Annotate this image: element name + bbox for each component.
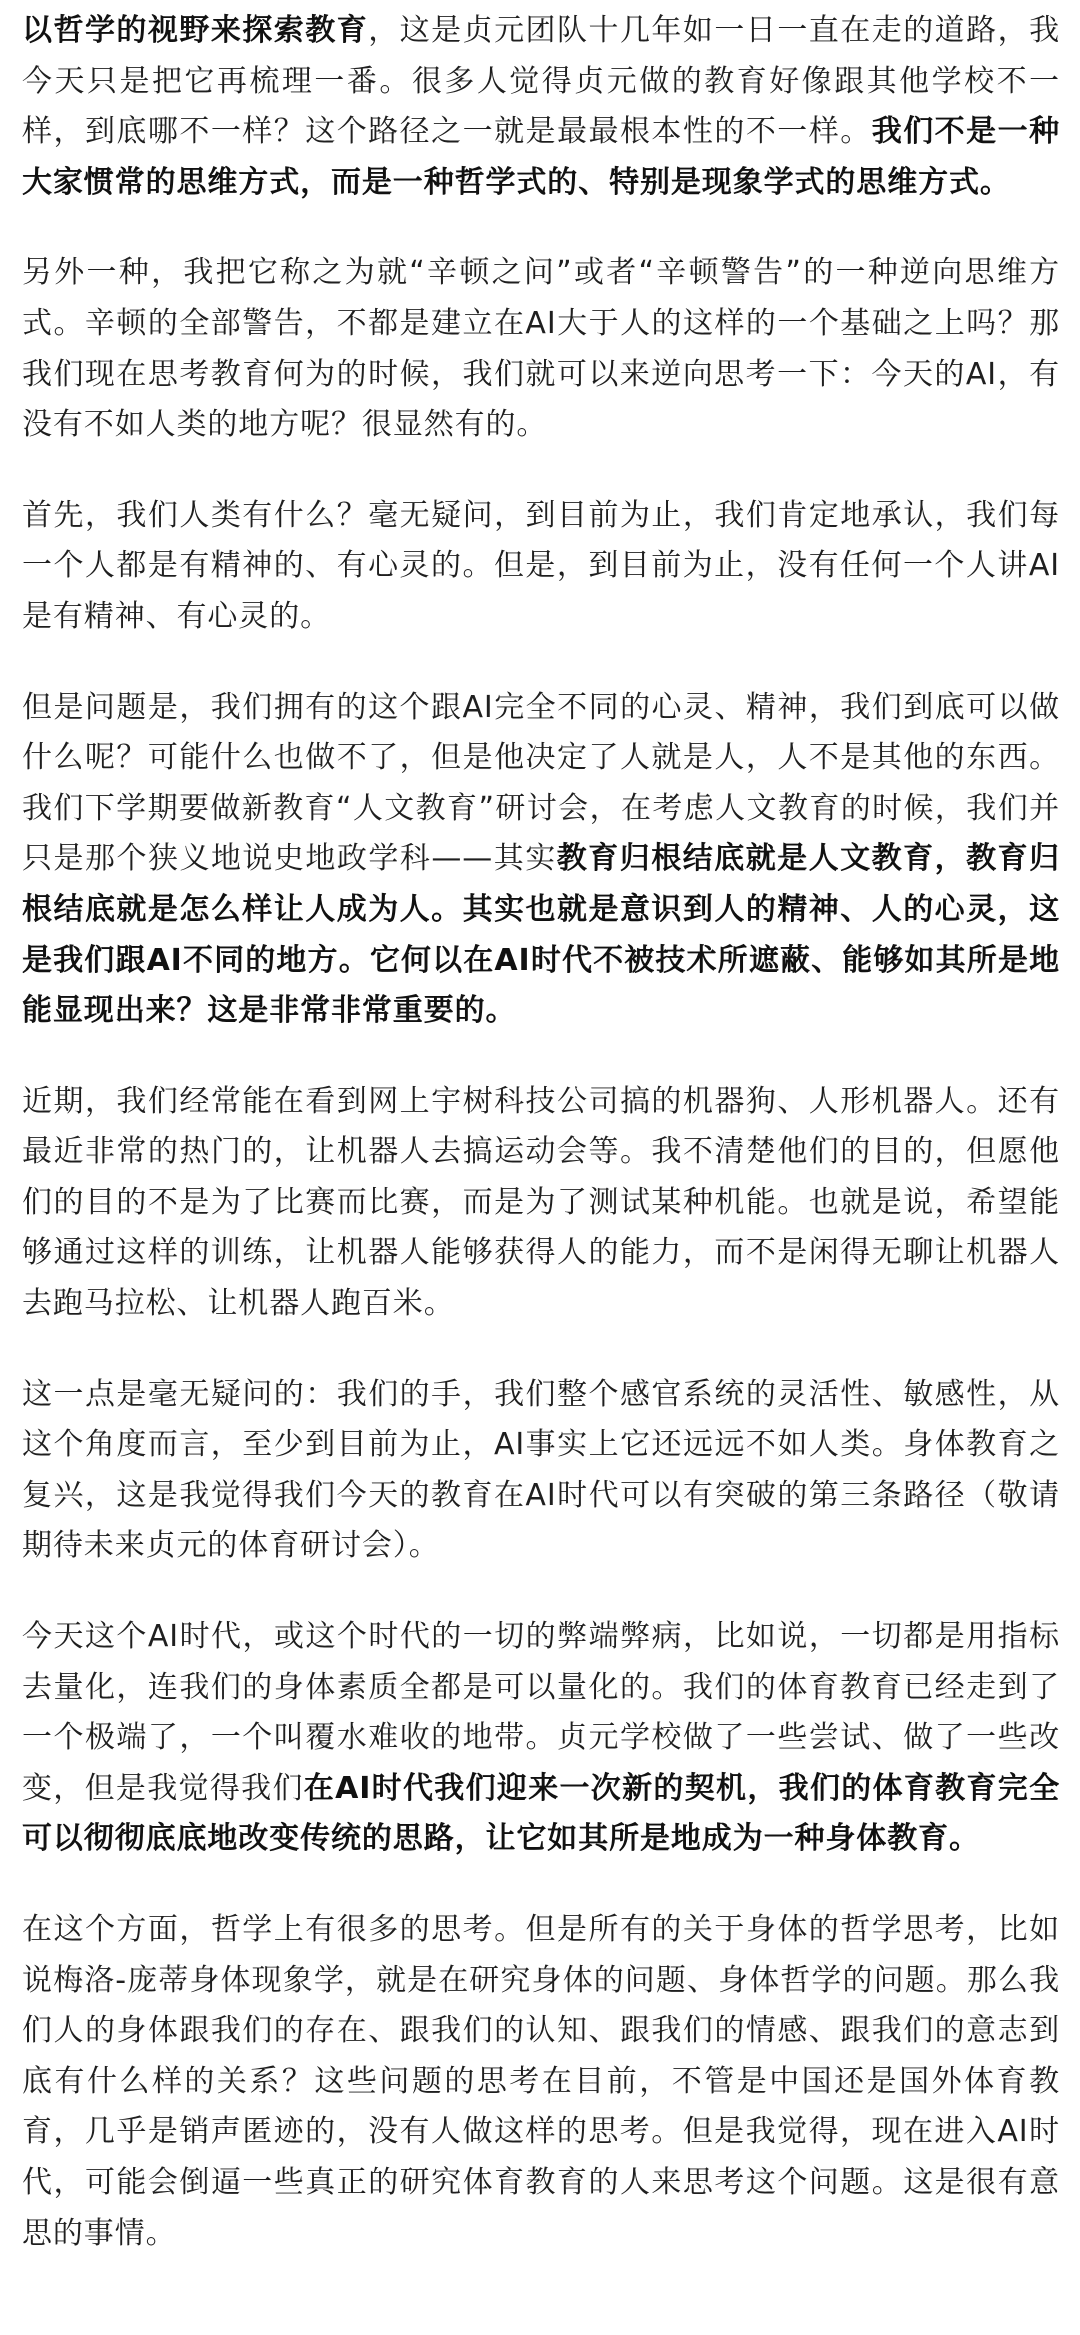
paragraph-4 (22, 683, 1060, 1037)
paragraph-2 (22, 248, 1060, 450)
paragraph-7 (22, 1612, 1060, 1865)
paragraph-5-text: 近期，我们经常能在看到网上宇树科技公司搞的机器狗、人形机器人。还有最近非常的热门的，让机器人去搞运动会等。我不清楚他们的目的，但愿他们的目的不是为了比赛而比赛，而是为了测试某种机能。也就是说，希望能够通过这样的训练，让机器人能够获得人的能力，而不是闲得无聊让机器人去跑马拉松、让机器人跑百米。 (22, 1083, 1060, 1322)
paragraph-7-bold: 在AI时代我们迎来一次新的契机，我们的体育教育完全可以彻彻底底地改变传统的思路，让它如其所是地成为一种身体教育。 (22, 1770, 1060, 1857)
paragraph-1-text-1: ，这是贞元团队十几年如一日一直在走的道路，我今天只是把它再梳理一番。很多人觉得贞元做的教育好像跟其他学校不一样，到底哪不一样？这个路径之一就是最最根本性的不一样。 (22, 13, 1060, 150)
paragraph-4-text: 但是问题是，我们拥有的这个跟AI完全不同的心灵、精神，我们到底可以做什么呢？可能什么也做不了，但是他决定了人就是人，人不是其他的东西。我们下学期要做新教育“人文教育”研讨会，在考虑人文教育的时候，我们并只是那个狭义地说史地政学科——其实 (22, 689, 1060, 877)
paragraph-8-text: 在这个方面，哲学上有很多的思考。但是所有的关于身体的哲学思考，比如说梅洛-庞蒂身体现象学，就是在研究身体的问题、身体哲学的问题。那么我们人的身体跟我们的存在、跟我们的认知、跟我们的情感、跟我们的意志到底有什么样的关系？这些问题的思考在目前，不管是中国还是国外体育教育，几乎是销声匿迹的，没有人做这样的思考。但是我觉得，现在进入AI时代，可能会倒逼一些真正的研究体育教育的人来思考这个问题。这是很有意思的事情。 (22, 1912, 1060, 2251)
paragraph-6 (22, 1370, 1060, 1572)
paragraph-2-text: 另外一种，我把它称之为就“辛顿之问”或者“辛顿警告”的一种逆向思维方式。辛顿的全部警告，不都是建立在AI大于人的这样的一个基础之上吗？那我们现在思考教育何为的时候，我们就可以来逆向思考一下：今天的AI，有没有不如人类的地方呢？很显然有的。 (22, 255, 1060, 443)
paragraph-4-bold: 教育归根结底就是人文教育，教育归根结底就是怎么样让人成为人。其实也就是意识到人的精神、人的心灵，这是我们跟AI不同的地方。它何以在AI时代不被技术所遮蔽、能够如其所是地能显现出来？这是非常非常重要的。 (22, 841, 1060, 1029)
paragraph-1-bold-1: 以哲学的视野来探索教育 (22, 13, 369, 48)
paragraph-6-text: 这一点是毫无疑问的：我们的手，我们整个感官系统的灵活性、敏感性，从这个角度而言，至少到目前为止，AI事实上它还远远不如人类。身体教育之复兴，这是我觉得我们今天的教育在AI时代可以有突破的第三条路径（敬请期待未来贞元的体育研讨会）。 (22, 1376, 1060, 1564)
paragraph-3-text: 首先，我们人类有什么？毫无疑问，到目前为止，我们肯定地承认，我们每一个人都是有精神的、有心灵的。但是，到目前为止，没有任何一个人讲AI是有精神、有心灵的。 (22, 497, 1060, 634)
paragraph-8 (22, 1905, 1060, 2259)
paragraph-1-bold-2: 我们不是一种大家惯常的思维方式，而是一种哲学式的、特别是现象学式的思维方式。 (22, 114, 1060, 200)
paragraph-7-text: 今天这个AI时代，或这个时代的一切的弊端弊病，比如说，一切都是用指标去量化，连我们的身体素质全都是可以量化的。我们的体育教育已经走到了一个极端了，一个叫覆水难收的地带。贞元学校做了一些尝试、做了一些改变，但是我觉得我们 (22, 1619, 1060, 1806)
paragraph-1 (22, 6, 1060, 208)
paragraph-5 (22, 1077, 1060, 1330)
paragraph-3 (22, 491, 1060, 643)
